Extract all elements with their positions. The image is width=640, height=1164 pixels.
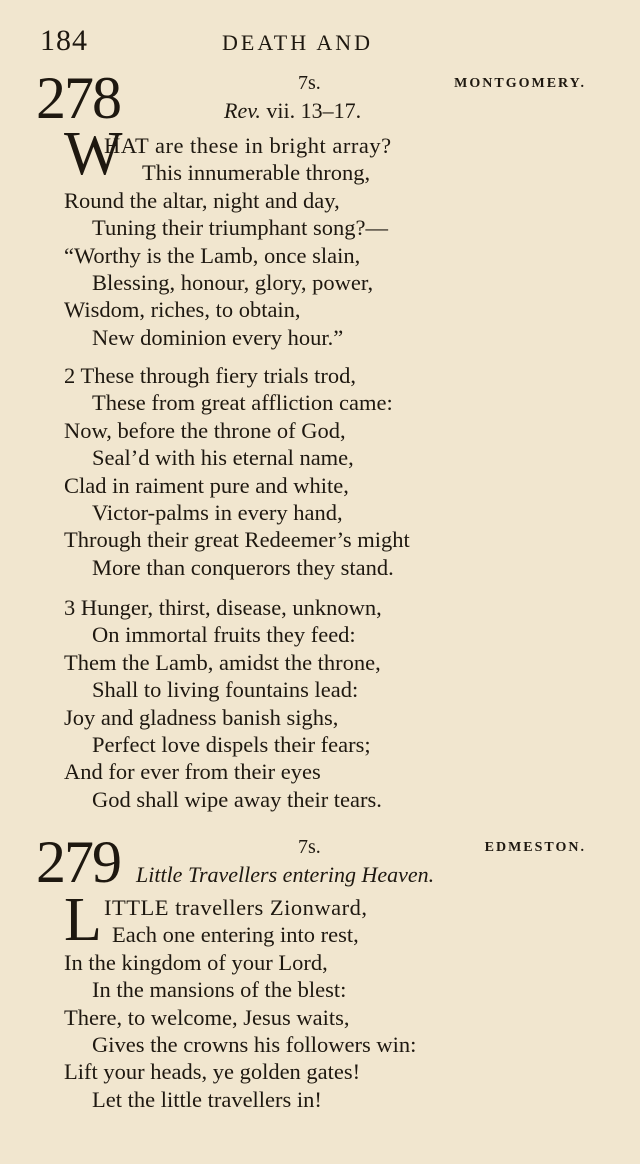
- hymn-278-stanza-3: [64, 594, 382, 813]
- verse-line: On immortal fruits they feed:: [92, 622, 356, 648]
- drop-cap: L: [64, 886, 102, 954]
- verse-line: These from great affliction came:: [92, 390, 393, 416]
- verse-line: New dominion every hour.”: [92, 324, 344, 350]
- tune-name: EDMESTON.: [484, 840, 586, 855]
- hymn-278-stanza-2: [64, 362, 410, 581]
- verse-line: Now, before the throne of God,: [64, 417, 346, 443]
- hymn-subtitle: Little Travellers entering Heaven.: [136, 862, 435, 887]
- hymn-meter: 7s.: [298, 72, 321, 94]
- verse-line: God shall wipe away their tears.: [92, 786, 382, 812]
- hymn-278-stanza-1: [64, 132, 392, 351]
- verse-line: 3 Hunger, thirst, disease, unknown,: [64, 595, 382, 620]
- section-title: DEATH AND: [222, 30, 374, 55]
- hymn-279-stanza-1: [64, 886, 417, 1113]
- tune-name: MONTGOMERY.: [454, 76, 586, 91]
- reference-verses: vii. 13–17.: [266, 98, 362, 123]
- hymn-meter: 7s.: [298, 836, 321, 858]
- verse-line: Perfect love dispels their fears;: [92, 731, 371, 757]
- reference-book: Rev.: [224, 98, 261, 123]
- verse-line: Shall to living fountains lead:: [92, 677, 359, 703]
- verse-line: Lift your heads, ye golden gates!: [64, 1059, 361, 1085]
- verse-line: HAT are these in bright array?: [104, 133, 392, 158]
- verse-line: ITTLE travellers Zionward,: [104, 895, 368, 920]
- verse-line: Blessing, honour, glory, power,: [92, 269, 374, 295]
- running-head: [40, 24, 600, 58]
- verse-line: 2 These through fiery trials trod,: [64, 363, 357, 388]
- verse-line: There, to welcome, Jesus waits,: [64, 1004, 350, 1030]
- verse-line: Joy and gladness banish sighs,: [64, 704, 339, 730]
- verse-line: More than conquerors they stand.: [92, 554, 394, 580]
- verse-line: Each one entering into rest,: [112, 922, 359, 948]
- verse-line: Them the Lamb, amidst the throne,: [64, 649, 381, 675]
- verse-line: Seal’d with his eternal name,: [92, 445, 354, 471]
- verse-line: “Worthy is the Lamb, once slain,: [64, 242, 361, 268]
- hymn-number: 279: [36, 829, 120, 895]
- verse-line: Through their great Redeemer’s might: [64, 527, 410, 553]
- verse-line: Clad in raiment pure and white,: [64, 472, 349, 498]
- verse-line: In the mansions of the blest:: [92, 977, 347, 1003]
- hymn-279-header: [36, 829, 596, 896]
- verse-line: Wisdom, riches, to obtain,: [64, 297, 301, 323]
- drop-cap: W: [64, 120, 123, 188]
- verse-line: Round the altar, night and day,: [64, 187, 340, 213]
- verse-line: Tuning their triumphant song?—: [92, 215, 389, 241]
- page-number: 184: [40, 24, 88, 57]
- verse-line: Gives the crowns his followers win:: [92, 1031, 417, 1057]
- verse-line: And for ever from their eyes: [64, 759, 321, 785]
- verse-line: Let the little travellers in!: [92, 1086, 322, 1112]
- verse-line: This innumerable throng,: [142, 160, 371, 186]
- verse-line: In the kingdom of your Lord,: [64, 949, 328, 975]
- scripture-reference: [224, 98, 361, 124]
- verse-line: Victor-palms in every hand,: [92, 499, 343, 525]
- hymn-number: 278: [36, 65, 120, 131]
